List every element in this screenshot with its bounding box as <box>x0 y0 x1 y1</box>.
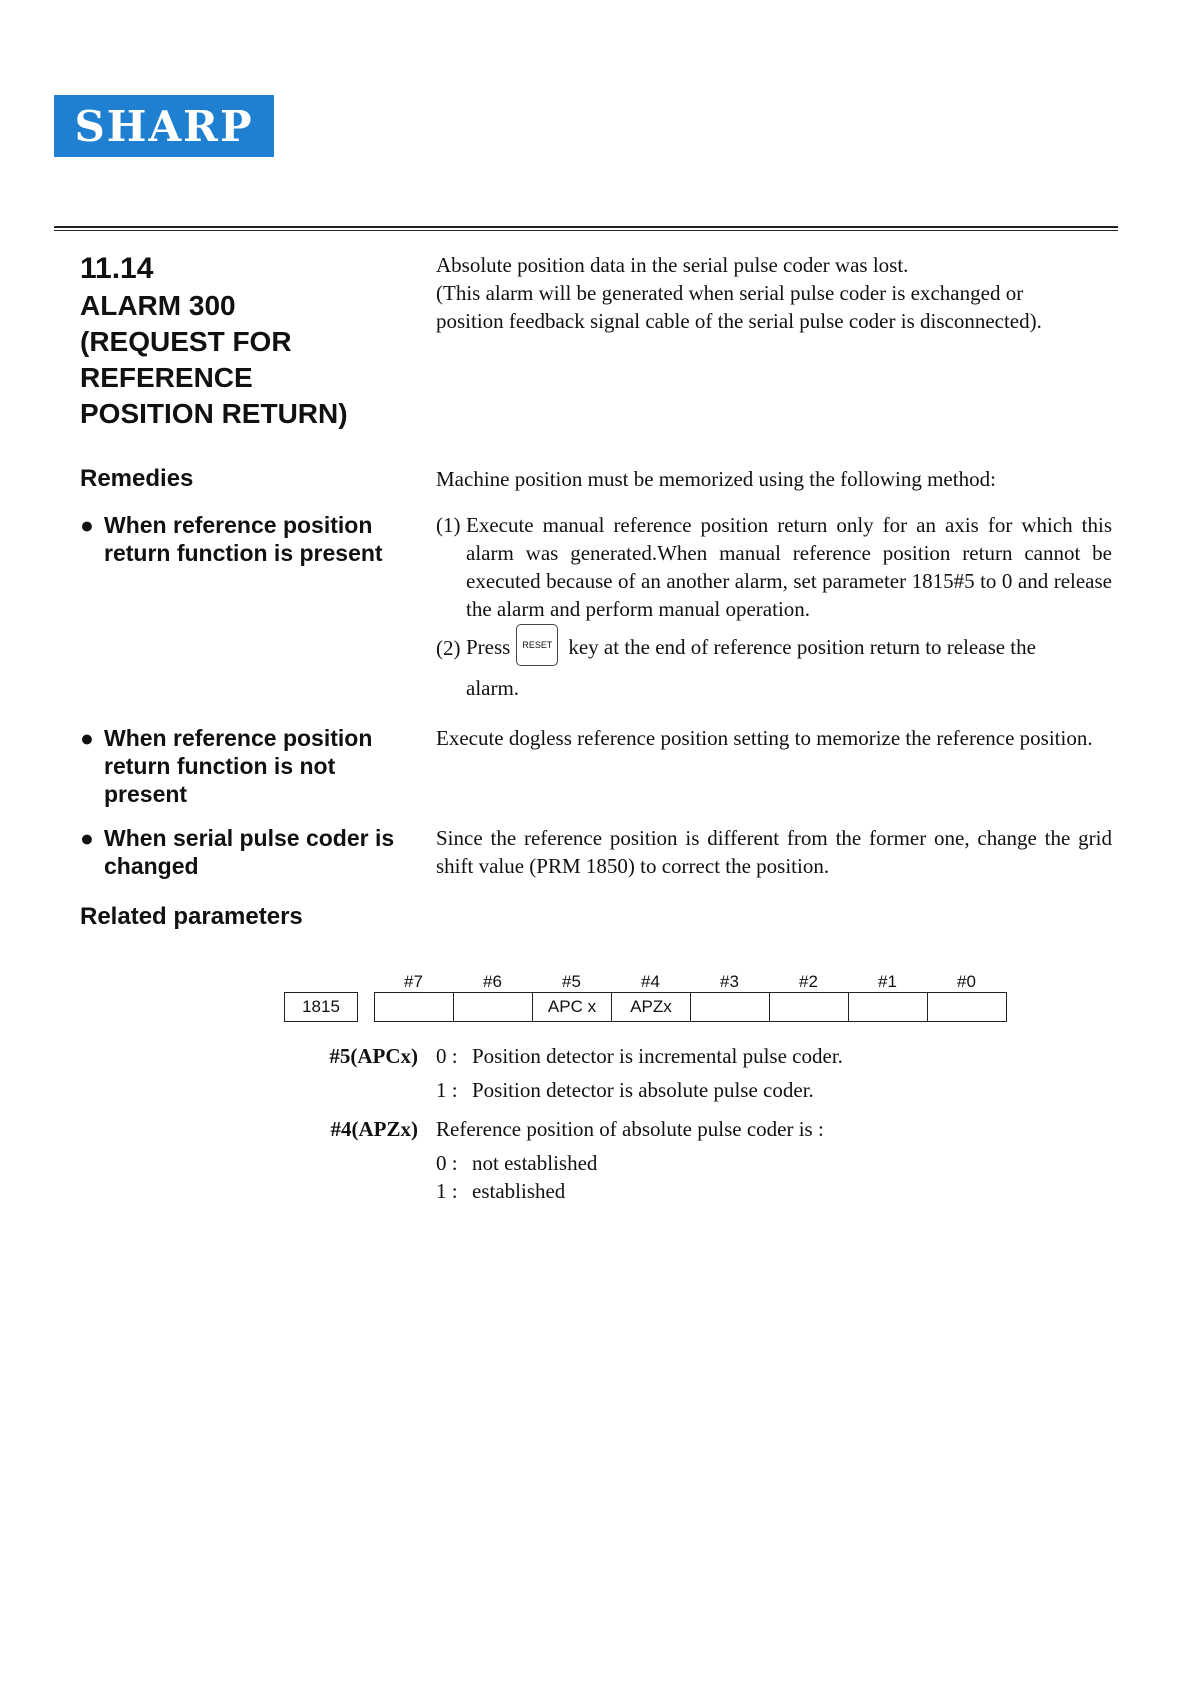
case-bullet-1 <box>80 511 410 567</box>
bullet-dot: ● <box>80 825 94 851</box>
bit-label: #4 <box>641 972 660 991</box>
case-2-text: Execute dogless reference position setting to memorize the reference position. <box>436 726 1093 750</box>
bit-label: #7 <box>404 972 423 991</box>
bullet-dot: ● <box>80 512 94 538</box>
step-text-after: key at the end of reference position return to release the <box>568 634 1036 659</box>
remedies-heading: Remedies <box>80 465 194 492</box>
remedies-lead: Machine position must be memorized using the following method: <box>436 467 996 491</box>
step-text <box>436 628 1112 670</box>
desc-line: 0 : not established <box>436 1151 598 1175</box>
param-bit-desc <box>436 1042 843 1104</box>
bit-label: #5 <box>562 972 581 991</box>
intro-line: (This alarm will be generated when serial pulse coder is exchanged or <box>436 281 1024 305</box>
intro-line: Absolute position data in the serial pulse coder was lost. <box>436 253 909 277</box>
title-line: POSITION RETURN) <box>80 398 348 429</box>
title-line: ALARM 300 <box>80 290 236 321</box>
section-number: 11.14 <box>80 252 154 285</box>
desc-line: 0 : Position detector is incremental pulse coder. <box>436 1044 843 1068</box>
section-title <box>80 288 410 432</box>
intro-paragraph <box>436 251 1112 335</box>
param-bit-label: #4(APZx) <box>330 1117 418 1141</box>
step-2 <box>436 628 1112 702</box>
bit-cell <box>769 992 849 1022</box>
related-heading: Related parameters <box>80 903 303 930</box>
bit-cell <box>374 992 454 1022</box>
param-bit-desc <box>436 1115 824 1205</box>
bit-cell <box>848 992 928 1022</box>
bit-label: #6 <box>483 972 502 991</box>
case-label: When reference position return function is present <box>104 512 383 566</box>
bit-cell <box>690 992 770 1022</box>
param-bit-label: #5(APCx) <box>329 1044 418 1068</box>
step-number: (1) <box>436 513 461 537</box>
bit-label: #3 <box>720 972 739 991</box>
step-number: (2) <box>436 636 461 660</box>
desc-intro: Reference position of absolute pulse coder is : <box>436 1117 824 1141</box>
bit-cell <box>453 992 533 1022</box>
reset-key-icon: RESET <box>516 624 558 666</box>
bullet-dot: ● <box>80 725 94 751</box>
param-number: 1815 <box>284 992 358 1022</box>
case-bullet-2 <box>80 724 410 808</box>
case-label: When serial pulse coder is changed <box>104 825 395 879</box>
step-text: Execute manual reference position return only for an axis for which this alarm was generated.When manual reference position return cannot be executed because of an another alarm, set parameter 1815#5 to 0 and release the alarm and perform manual operation. <box>466 513 1112 621</box>
case-3-text: Since the reference position is different from the former one, change the grid shift value (PRM 1850) to correct the position. <box>436 826 1112 878</box>
case-label: When reference position return function is not present <box>104 725 373 807</box>
step-text-cont: alarm. <box>466 676 520 700</box>
bit-cell: APC x <box>532 992 612 1022</box>
bit-label: #0 <box>957 972 976 991</box>
bit-cell <box>927 992 1007 1022</box>
header-rule-thin <box>54 230 1118 231</box>
title-line: (REQUEST FOR <box>80 326 292 357</box>
sharp-logo: SHARP <box>54 95 274 157</box>
desc-line: 1 : established <box>436 1179 566 1203</box>
step-1 <box>436 511 1112 623</box>
case-bullet-3 <box>80 824 410 880</box>
desc-line: 1 : Position detector is absolute pulse coder. <box>436 1078 814 1102</box>
bit-cell: APZx <box>611 992 691 1022</box>
bit-label: #1 <box>878 972 897 991</box>
title-line: REFERENCE <box>80 362 253 393</box>
intro-line: position feedback signal cable of the serial pulse coder is disconnected). <box>436 309 1042 333</box>
step-text-before: Press <box>466 634 511 659</box>
bit-label: #2 <box>799 972 818 991</box>
header-rule <box>54 226 1118 228</box>
